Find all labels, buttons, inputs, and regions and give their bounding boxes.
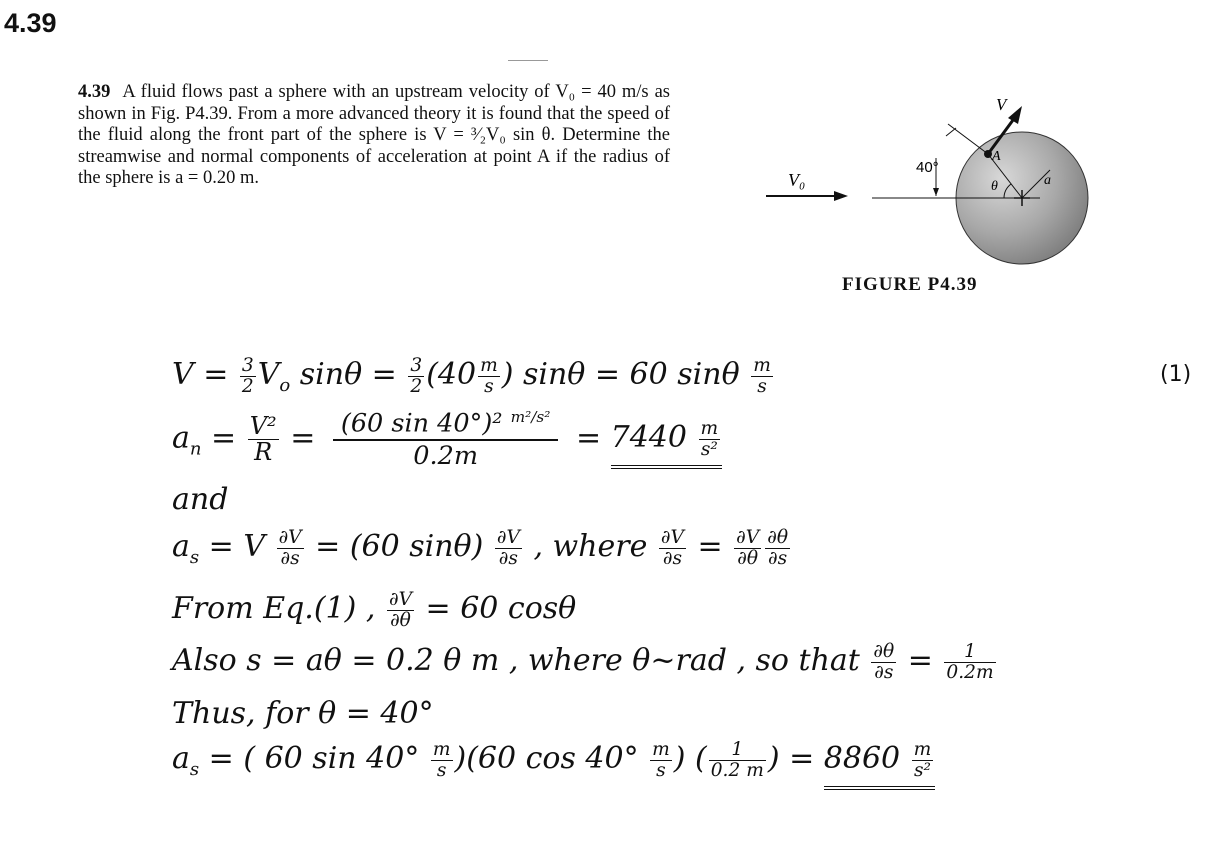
answer-an: 7440 $\frac{m}{\text{s²}}$ — [611, 419, 723, 469]
angle-label: 40° — [916, 159, 939, 176]
theta-label: θ — [991, 179, 998, 194]
solution-line-1: V = $\frac{3}{2}$ $V_o$ sinθ = $\frac{3}{2}$ (40 $\frac{m}{s}$ ) sinθ = 60 sinθ $\frac{m}{s}$ — [172, 355, 771, 397]
solution-line-5: From Eq.(1) , $\frac{\partial V}{\partial\theta}$ = 60 cosθ — [172, 589, 577, 631]
equation-number: (1) — [1160, 362, 1192, 387]
point-a — [984, 150, 992, 158]
problem-statement — [78, 82, 670, 190]
problem-statement-text: A fluid flows past a sphere with an upstream velocity of V₀ = 40 m/s as shown in Fig. P4.39. From a more advanced theory it is found that the speed of the fluid along the front part of the sphere is V = ³⁄₂V₀ sin θ. Determine the streamwise and normal components of acceleration at point A if the radius of the sphere is a = 0.20 m. — [78, 82, 670, 188]
radius-label: a — [1044, 173, 1051, 188]
problem-statement-number: 4.39 — [78, 82, 111, 102]
solution-line-4: $a_s = V$ $\frac{\partial V}{\partial s}$ = (60 sinθ) $\frac{\partial V}{\partial s}$ , where $\frac{\partial V}{\partial s}$ = $\frac{\partial V}{\partial\theta}$ $\frac{\partial\theta}{\partial s}$ — [172, 527, 789, 569]
sphere-figure — [760, 88, 1100, 268]
upstream-label: V₀ — [788, 170, 806, 190]
solution-line-8: $a_s$ = ( 60 sin 40° $\frac{m}{s}$ )(60 cos 40° $\frac{m}{s}$ ) ( $\frac{1}{0.2 m}$ ) = 8860 $\frac{m}{\text{s²}}$ — [172, 740, 935, 790]
tangent-line — [948, 124, 988, 154]
solution-line-7: Thus, for θ = 40° — [172, 696, 434, 731]
solution-line-6: Also s = aθ = 0.2 θ m , where θ~rad , so that $\frac{\partial\theta}{\partial s}$ = $\frac{1}{0.2m}$ — [172, 641, 994, 683]
divider — [508, 60, 548, 61]
answer-as: 8860 $\frac{m}{\text{s²}}$ — [824, 740, 936, 790]
point-a-label: A — [992, 149, 1001, 164]
problem-number-heading: 4.39 — [4, 8, 57, 38]
solution-line-2: $a_n$ = $\frac{\text{V²}}{R}$ = $\frac{(60 \sin 40^\circ)^2 ^{m^2/s^2}}{0.2m}$ = 7440 $\frac{m}{\text{s²}}$ — [172, 408, 722, 471]
velocity-label: V — [996, 95, 1007, 114]
figure-caption: FIGURE P4.39 — [842, 274, 978, 295]
solution-line-3: and — [172, 482, 229, 517]
